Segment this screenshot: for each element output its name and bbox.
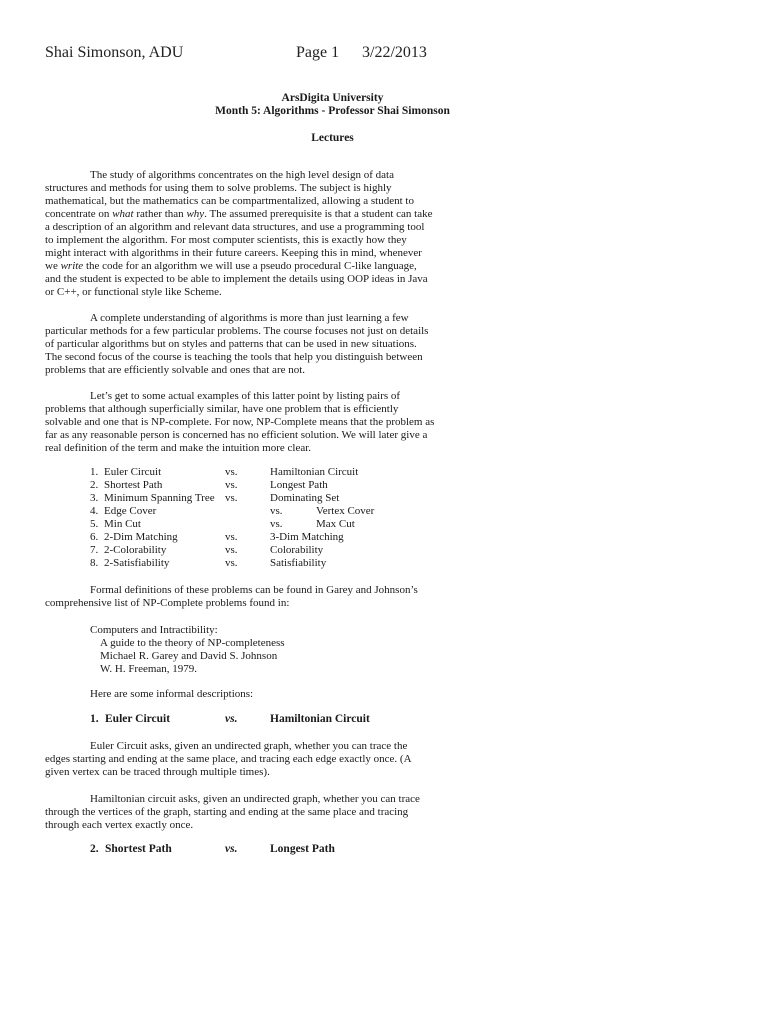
intro-paragraph-3: Let’s get to some actual examples of this latter point by listing pairs of problems that although superficially similar, have one problem that is efficiently solvable and one that is NP-complete. For now, NP-Complete means that the problem as far as any reasonable person is concerned has no efficient solution. We will later give a real definition of the term and make the intuition more clear.	[45, 390, 435, 454]
header-date: 3/22/2013	[362, 44, 427, 61]
problem-pairs-list	[90, 466, 470, 570]
reference-title: Computers and Intractibility:	[90, 624, 218, 636]
header-page-number: Page 1	[296, 44, 340, 61]
informal-intro: Here are some informal descriptions:	[90, 688, 254, 700]
intro-paragraph-1: The study of algorithms concentrates on the high level design of data structures and methods for using them to solve problems. The subject is highly mathematical, but the mathematics can be compartmentalized, allowing a student to concentrate on what rather than why. The assumed prerequisite is that a student can take a description of an algorithm and relevant data structures, and use a programming tool to implement the algorithm. For most computer scientists, this is exactly how they might interact with algorithms in their future careers. Keeping this in mind, whenever we write the code for an algorithm we will use a pseudo procedural C-like language, and the student is expected to be able to implement the details using OOP ideas in Java or C++, or functional style like Scheme.	[45, 169, 433, 298]
hamiltonian-paragraph: Hamiltonian circuit asks, given an undirected graph, whether you can trace through the vertices of the graph, starting and ending at the same place and tracing through each vertex exactly once.	[45, 793, 420, 831]
title-section: Lectures	[311, 132, 354, 144]
header-author: Shai Simonson, ADU	[45, 44, 184, 61]
reference-subtitle: A guide to the theory of NP-completeness	[100, 637, 285, 649]
pair-row: 5. Min Cut vs. Max Cut	[90, 518, 355, 530]
pair-row: 1. Euler Circuit vs. Hamiltonian Circuit	[90, 466, 359, 478]
pair-row: 3. Minimum Spanning Tree vs. Dominating Set	[90, 492, 340, 504]
pair-row: 7. 2-Colorability vs. Colorability	[90, 544, 324, 556]
running-header	[45, 44, 728, 66]
reference-authors: Michael R. Garey and David S. Johnson	[100, 650, 278, 662]
intro-paragraph-2: A complete understanding of algorithms is more than just learning a few particular methods for a few particular problems. The course focuses not just on details of particular algorithms but on styles and patterns that can be used in new situations. The second focus of the course is teaching the tools that help you distinguish between problems that are efficiently solvable and ones that are not.	[45, 312, 429, 376]
definitions-paragraph: Formal definitions of these problems can be found in Garey and Johnson’s comprehensive list of NP-Complete problems found in:	[45, 584, 418, 609]
section-heading-euler: 1. Euler Circuit vs. Hamiltonian Circuit	[90, 713, 370, 725]
pair-row: 6. 2-Dim Matching vs. 3-Dim Matching	[90, 531, 344, 543]
euler-paragraph: Euler Circuit asks, given an undirected graph, whether you can trace the edges starting and ending at the same place, and tracing each edge exactly once. (A given vertex can be traced through multiple times).	[45, 740, 411, 778]
pair-row: 8. 2-Satisfiability vs. Satisfiability	[90, 557, 327, 569]
reference-block	[90, 624, 450, 676]
title-course: Month 5: Algorithms - Professor Shai Simonson	[215, 105, 450, 117]
reference-publisher: W. H. Freeman, 1979.	[100, 663, 198, 675]
title-university: ArsDigita University	[281, 92, 384, 104]
pair-row: 4. Edge Cover vs. Vertex Cover	[90, 505, 375, 517]
section-heading-shortest-path: 2. Shortest Path vs. Longest Path	[90, 843, 335, 855]
pair-row: 2. Shortest Path vs. Longest Path	[90, 479, 328, 491]
